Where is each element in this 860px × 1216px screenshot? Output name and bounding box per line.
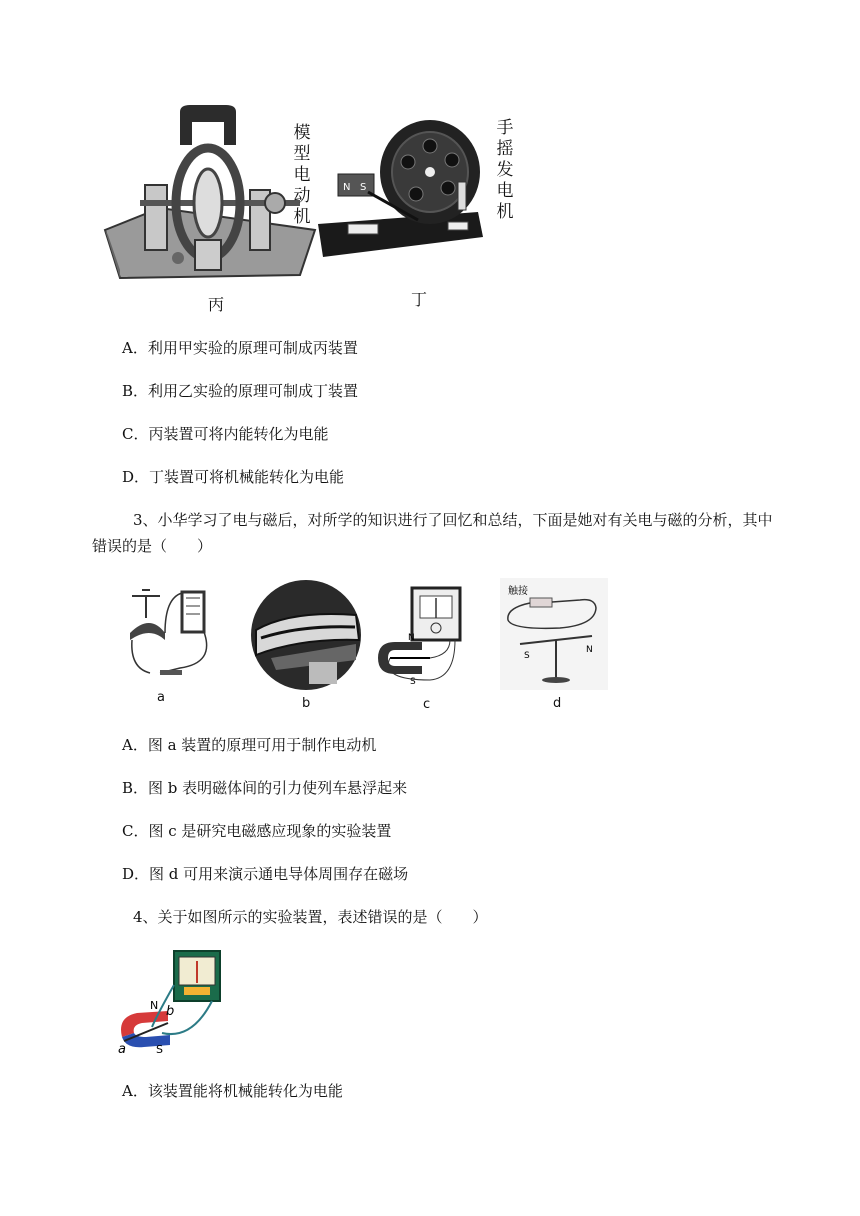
q3-figure-label-c: c [423,697,431,712]
q3-stem-line2: 错误的是（ ） [92,537,213,555]
q3-fig-c-n: N [408,633,415,643]
motor-model-label: 模 型 电 动 机 [293,123,311,227]
q4-label-b: b [166,1004,175,1019]
q3-fig-d-s: S [524,651,530,661]
q3-fig-d-n: N [586,645,593,655]
q4-figure [112,945,230,1055]
q3-option-a: A．图 a 装置的原理可用于制作电动机 [122,736,377,754]
hand-generator-figure [318,112,488,262]
q3-option-c: C．图 c 是研究电磁感应现象的实验装置 [122,822,392,840]
q4-label-a: a [118,1042,126,1055]
q4-stem: 4、关于如图所示的实验装置，表述错误的是（ ） [133,908,488,926]
hand-generator-label: 手 摇 发 电 机 [496,118,514,222]
q3-figure-b [251,580,361,690]
generator-magnet-s: S [360,182,367,193]
q3-fig-c-s: S [410,677,416,685]
q3-figure-d [500,578,608,690]
q2-option-d: D．丁装置可将机械能转化为电能 [122,468,345,486]
q3-fig-d-touch: 触接 [508,586,528,597]
q2-option-b: B．利用乙实验的原理可制成丁装置 [122,382,359,400]
q2-option-a: A．利用甲实验的原理可制成丙装置 [122,339,358,357]
q3-figure-label-d: d [553,696,562,711]
q4-option-a: A．该装置能将机械能转化为电能 [122,1082,343,1100]
q4-label-s: S [156,1043,163,1055]
q3-figure-label-b: b [302,696,311,711]
q3-figure-label-a: a [157,690,165,705]
q3-stem-line1: 3、小华学习了电与磁后，对所学的知识进行了回忆和总结，下面是她对有关电与磁的分析，其中 [133,511,773,529]
figure-bing-caption: 丙 [208,295,225,314]
figure-ding-caption: 丁 [411,290,428,309]
q3-figure-a [120,578,230,683]
q3-option-b: B．图 b 表明磁体间的引力使列车悬浮起来 [122,779,408,797]
q2-option-c: C．丙装置可将内能转化为电能 [122,425,329,443]
motor-model-figure [100,100,320,285]
q3-figure-c [370,580,480,685]
q4-label-n: N [150,999,159,1012]
generator-magnet-n: N [343,182,351,193]
q3-option-d: D．图 d 可用来演示通电导体周围存在磁场 [122,865,409,883]
